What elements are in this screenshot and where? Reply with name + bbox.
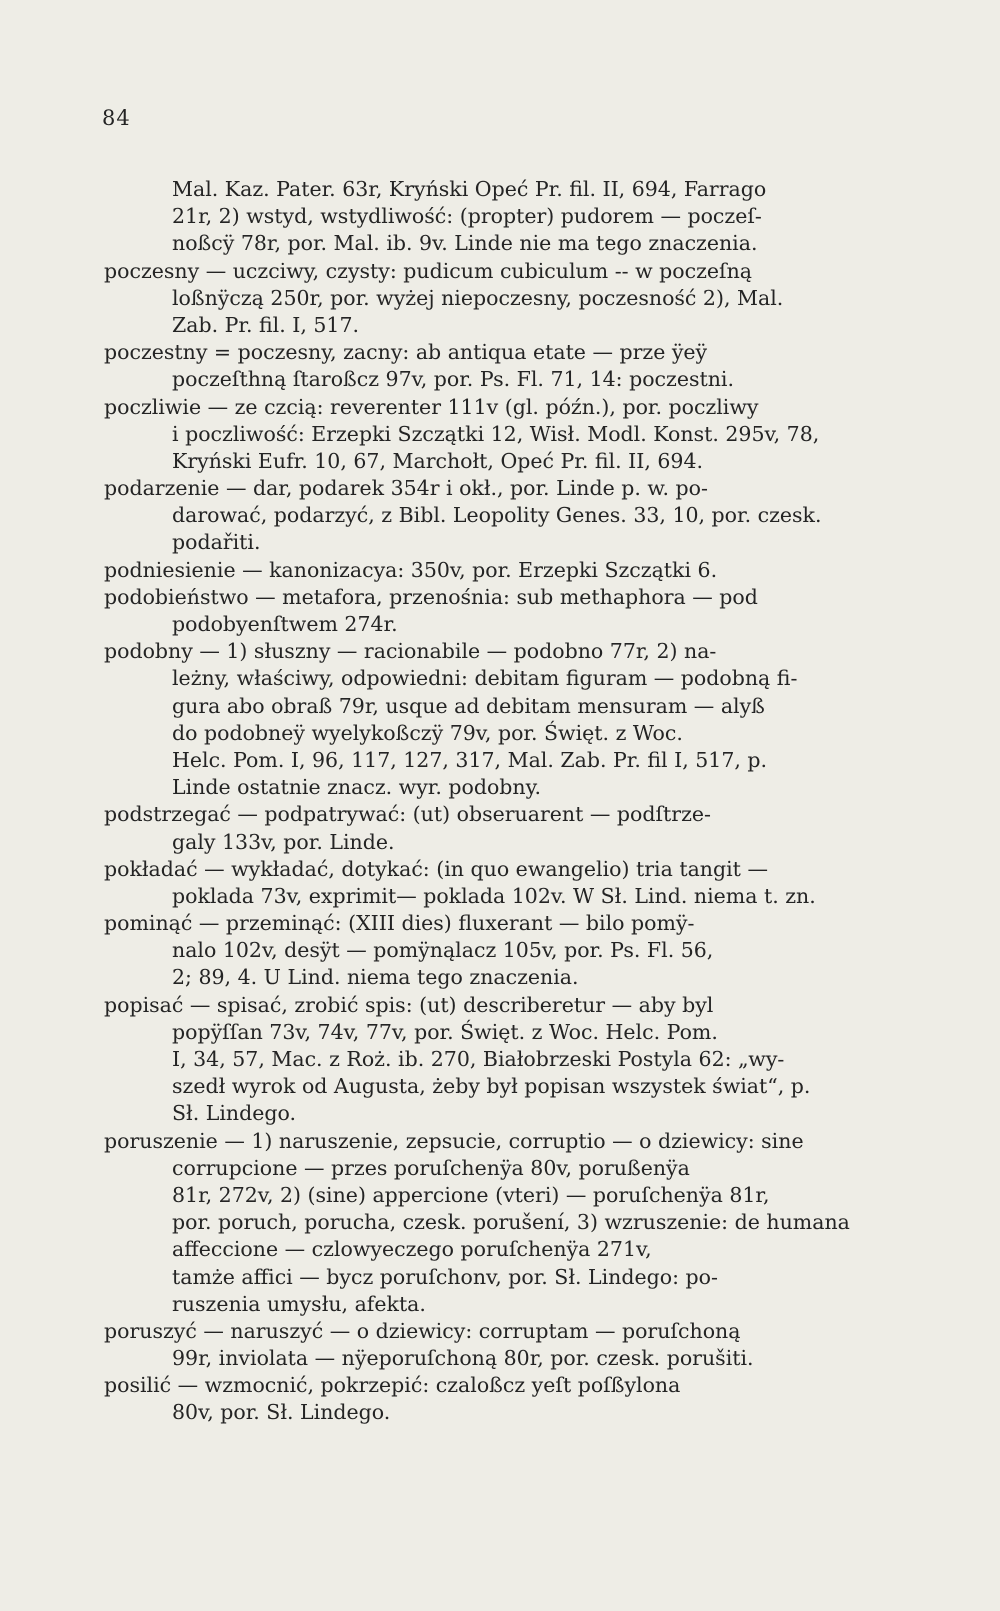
entry-headword-line: pominąć — przeminąć: (XIII dies) fluxerant — bilo pomÿ- [104,911,695,936]
dictionary-entries [104,176,919,1427]
entry-headword-line: podstrzegać — podpatrywać: (ut) obseruarent — podſtrze- [104,802,711,827]
entry-continuation-line: poklada 73v, exprimit— poklada 102v. W Sł. Lind. niema t. zn. [172,883,816,908]
entry-continuation-line: podobyenſtwem 274r. [172,612,398,636]
entry-continuation-line: Zab. Pr. fil. I, 517. [172,312,360,337]
entry-continuation-line: darować, podarzyć, z Bibl. Leopolity Genes. 33, 10, por. czesk. [172,503,822,528]
entry-continuation-line: por. poruch, porucha, czesk. porušení, 3) wzruszenie: de humana [172,1210,850,1235]
entry-continuation-line: 81r, 272v, 2) (sine) appercione (vteri) — poruſchenÿa 81r, [172,1182,770,1207]
entry-continuation-line: 2; 89, 4. U Lind. niema tego znaczenia. [172,965,579,990]
entry-continuation-line: popÿſſan 73v, 74v, 77v, por. Święt. z Woc. Helc. Pom. [172,1019,718,1044]
entry-continuation-line: leżny, właściwy, odpowiedni: debitam figuram — podobną fi- [172,666,798,691]
entry-continuation-line: affeccione — czlowyeczego poruſchenÿa 271v, [172,1237,652,1262]
entry-continuation-line: Mal. Kaz. Pater. 63r, Kryński Opeć Pr. fil. II, 694, Farrago [172,177,767,201]
entry-continuation-line: galy 133v, por. Linde. [172,829,395,854]
page-number: 84 [102,106,131,130]
entry-headword-line: pokładać — wykładać, dotykać: (in quo ewangelio) tria tangit — [104,856,768,881]
entry-continuation-line: tamże affici — bycz poruſchonv, por. Sł. Lindego: po- [172,1264,718,1289]
entry-continuation-line: 80v, por. Sł. Lindego. [172,1400,391,1425]
entry-continuation-line: Linde ostatnie znacz. wyr. podobny. [172,775,541,800]
entry-headword-line: podobieństwo — metafora, przenośnia: sub methaphora — pod [104,584,758,609]
entry-headword-line: posilić — wzmocnić, pokrzepić: czaloßcz yeſt poſßylona [104,1373,681,1398]
entry-continuation-line: I, 34, 57, Mac. z Roż. ib. 270, Białobrzeski Postyla 62: „wy- [172,1047,785,1071]
entry-continuation-line: podařiti. [172,530,261,555]
entry-continuation-line: gura abo obraß 79r, usque ad debitam mensuram — alyß [172,693,765,718]
entry-continuation-line: Helc. Pom. I, 96, 117, 127, 317, Mal. Zab. Pr. fil I, 517, p. [172,747,768,772]
entry-headword-line: podniesienie — kanonizacya: 350v, por. Erzepki Szczątki 6. [104,557,718,582]
entry-headword-line: poruszenie — 1) naruszenie, zepsucie, corruptio — o dziewicy: sine [104,1128,804,1153]
entry-headword-line: poruszyć — naruszyć — o dziewicy: corruptam — poruſchoną [104,1318,741,1343]
entry-headword-line: popisać — spisać, zrobić spis: (ut) describeretur — aby byl [104,992,714,1017]
entry-headword-line: poczesny — uczciwy, czysty: pudicum cubiculum -- w poczeſną [104,258,753,283]
entry-headword-line: poczliwie — ze czcią: reverenter 111v (gl. późn.), por. poczliwy [104,394,759,419]
entry-continuation-line: noßcÿ 78r, por. Mal. ib. 9v. Linde nie ma tego znaczenia. [172,231,758,256]
entry-continuation-line: loßnÿczą 250r, por. wyżej niepoczesny, poczesność 2), Mal. [172,285,784,310]
entry-continuation-line: nalo 102v, desÿt — pomÿnąlacz 105v, por. Ps. Fl. 56, [172,938,714,963]
entry-continuation-line: poczeſthną ſtaroßcz 97v, por. Ps. Fl. 71, 14: poczestni. [172,367,734,392]
entry-headword-line: poczestny = poczesny, zacny: ab antiqua etate — prze ÿeÿ [104,340,708,365]
entry-continuation-line: Kryński Eufr. 10, 67, Marchołt, Opeć Pr. fil. II, 694. [172,448,704,473]
entry-continuation-line: szedł wyrok od Augusta, żeby był popisan wszystek świat“, p. [172,1074,811,1099]
entry-continuation-line: 99r, inviolata — nÿeporuſchoną 80r, por. czesk. porušiti. [172,1346,754,1371]
entry-continuation-line: corrupcione — przes poruſchenÿa 80v, porußenÿa [172,1155,690,1180]
entry-continuation-line: Sł. Lindego. [172,1101,296,1126]
entry-headword-line: podobny — 1) słuszny — racionabile — podobno 77r, 2) na- [104,639,717,664]
entry-continuation-line: 21r, 2) wstyd, wstydliwość: (propter) pudorem — poczeſ- [172,204,762,229]
entry-continuation-line: do podobneÿ wyelykoßczÿ 79v, por. Święt. z Woc. [172,720,683,745]
entry-continuation-line: i poczliwość: Erzepki Szczątki 12, Wisł. Modl. Konst. 295v, 78, [172,421,820,446]
entry-headword-line: podarzenie — dar, podarek 354r i okł., por. Linde p. w. po- [104,476,708,501]
entry-continuation-line: ruszenia umysłu, afekta. [172,1291,426,1316]
